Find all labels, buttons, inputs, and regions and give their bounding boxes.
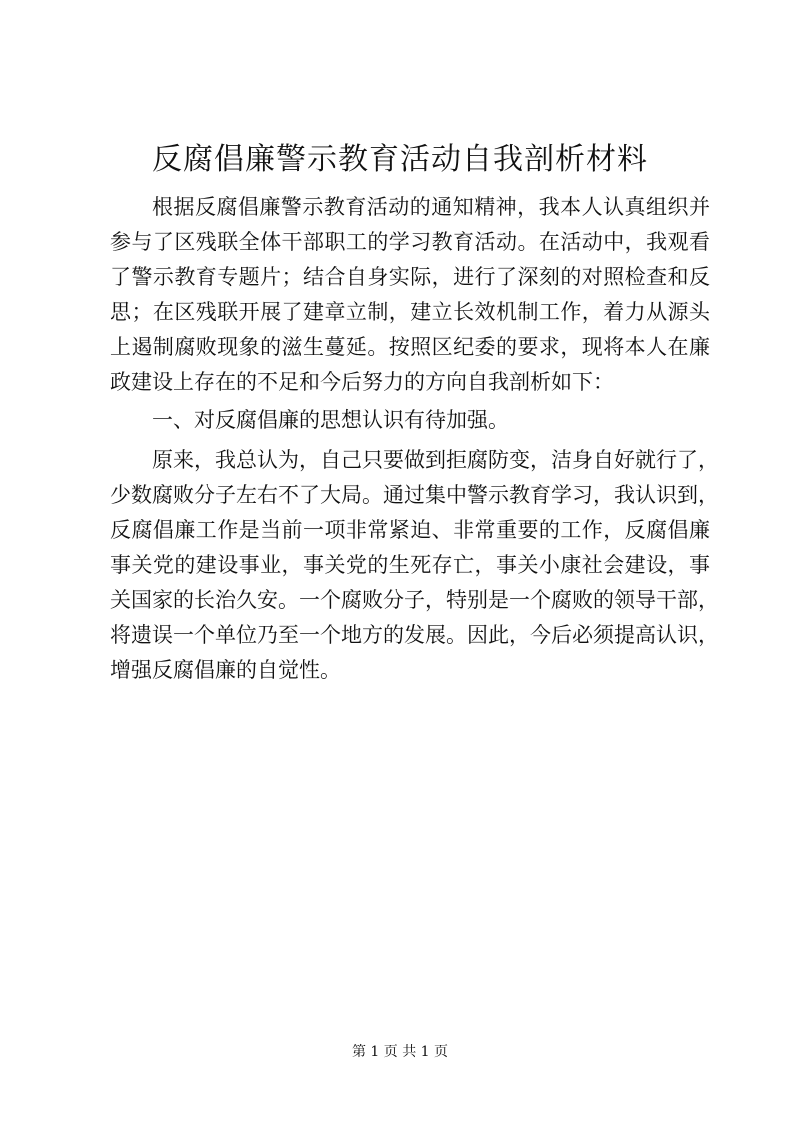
paragraph-line: 根据反腐倡廉警示教育活动的通知精神，我本人认真组织并 <box>152 195 710 219</box>
paragraph-line: 少数腐败分子左右不了大局。通过集中警示教育学习，我认识到， <box>110 483 719 507</box>
paragraph-line: 反腐倡廉工作是当前一项非常紧迫、非常重要的工作，反腐倡廉 <box>110 518 710 542</box>
paragraph-line: 关国家的长治久安。一个腐败分子，特别是一个腐败的领导干部， <box>110 588 719 612</box>
paragraph-line: 原来，我总认为，自己只要做到拒腐防变，洁身自好就行了， <box>152 448 719 472</box>
paragraph-line: 事关党的建设事业，事关党的生死存亡，事关小康社会建设，事 <box>110 553 710 577</box>
paragraph-line: 了警示教育专题片；结合自身实际，进行了深刻的对照检查和反 <box>110 265 710 289</box>
paragraph-line: 上遏制腐败现象的滋生蔓延。按照区纪委的要求，现将本人在廉 <box>110 335 710 359</box>
document-title: 反腐倡廉警示教育活动自我剖析材料 <box>152 142 648 177</box>
paragraph-line: 增强反腐倡廉的自觉性。 <box>110 658 341 682</box>
section-heading: 一、对反腐倡廉的思想认识有待加强。 <box>152 408 509 432</box>
paragraph-line: 思；在区残联开展了建章立制，建立长效机制工作，着力从源头 <box>110 300 710 324</box>
page-footer: 第 1 页 共 1 页 <box>351 1044 449 1060</box>
paragraph-line: 参与了区残联全体干部职工的学习教育活动。在活动中，我观看 <box>110 230 710 254</box>
paragraph-line: 将遗误一个单位乃至一个地方的发展。因此，今后必须提高认识， <box>110 623 719 647</box>
paragraph-line: 政建设上存在的不足和今后努力的方向自我剖析如下： <box>110 370 614 394</box>
